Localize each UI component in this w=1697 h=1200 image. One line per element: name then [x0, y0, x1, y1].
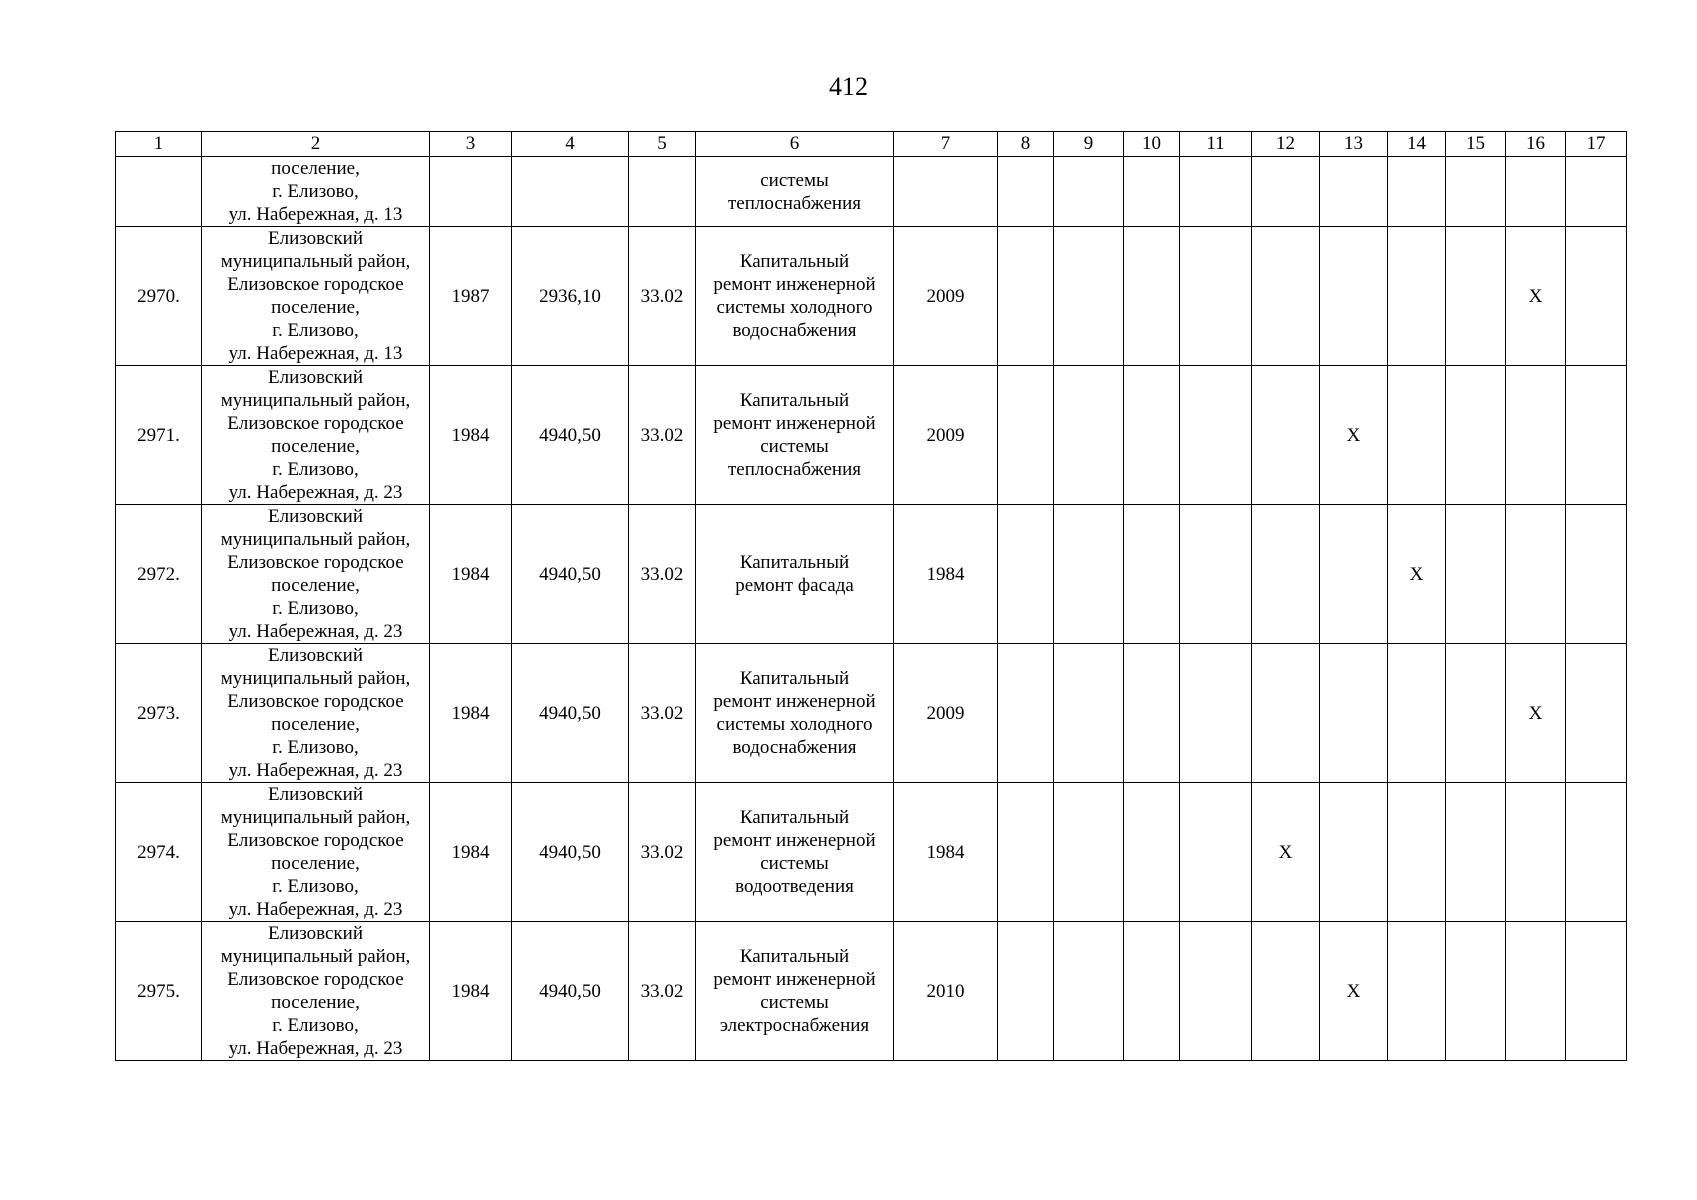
mark-cell-col-15: [1446, 783, 1506, 922]
mark-cell-col-15: [1446, 157, 1506, 227]
column-header-17: 17: [1566, 132, 1627, 157]
mark-cell-col-15: [1446, 366, 1506, 505]
column-header-15: 15: [1446, 132, 1506, 157]
column-header-1: 1: [116, 132, 202, 157]
mark-cell-col-8: [998, 644, 1054, 783]
table-row: [116, 783, 1627, 922]
mark-cell-col-16: [1506, 505, 1566, 644]
address-cell: Елизовский муниципальный район, Елизовское городское поселение, г. Елизово, ул. Набережная, д. 23: [202, 644, 430, 783]
mark-cell-col-17: [1566, 922, 1627, 1061]
address-cell: Елизовский муниципальный район, Елизовское городское поселение, г. Елизово, ул. Набережная, д. 23: [202, 505, 430, 644]
mark-cell-col-11: [1180, 366, 1252, 505]
mark-cell-col-11: [1180, 644, 1252, 783]
column-header-2: 2: [202, 132, 430, 157]
mark-cell-col-16: [1506, 157, 1566, 227]
column-header-10: 10: [1124, 132, 1180, 157]
build-year-cell: [430, 157, 512, 227]
column-header-7: 7: [894, 132, 998, 157]
address-cell: Елизовский муниципальный район, Елизовское городское поселение, г. Елизово, ул. Набережная, д. 23: [202, 783, 430, 922]
build-year-cell: 1984: [430, 783, 512, 922]
mark-cell-col-8: [998, 505, 1054, 644]
work-type-cell: Капитальный ремонт инженерной системы холодного водоснабжения: [696, 227, 894, 366]
build-year-cell: 1984: [430, 644, 512, 783]
table-row: [116, 922, 1627, 1061]
area-cell: 4940,50: [512, 505, 629, 644]
column-header-12: 12: [1252, 132, 1320, 157]
mark-cell-col-8: [998, 157, 1054, 227]
code-cell: 33.02: [629, 227, 696, 366]
work-year-cell: 2009: [894, 644, 998, 783]
mark-cell-col-16: X: [1506, 644, 1566, 783]
mark-cell-col-13: X: [1320, 922, 1388, 1061]
mark-cell-col-9: [1054, 227, 1124, 366]
column-header-6: 6: [696, 132, 894, 157]
mark-cell-col-14: [1388, 366, 1446, 505]
mark-cell-col-13: [1320, 505, 1388, 644]
work-type-cell: Капитальный ремонт инженерной системы теплоснабжения: [696, 366, 894, 505]
table-row: [116, 227, 1627, 366]
area-cell: 4940,50: [512, 366, 629, 505]
mark-cell-col-12: [1252, 227, 1320, 366]
table-row: [116, 644, 1627, 783]
work-year-cell: 1984: [894, 505, 998, 644]
mark-cell-col-13: [1320, 227, 1388, 366]
address-cell: Елизовский муниципальный район, Елизовское городское поселение, г. Елизово, ул. Набережная, д. 23: [202, 366, 430, 505]
code-cell: 33.02: [629, 922, 696, 1061]
work-year-cell: 2009: [894, 366, 998, 505]
area-cell: [512, 157, 629, 227]
build-year-cell: 1984: [430, 505, 512, 644]
code-cell: [629, 157, 696, 227]
mark-cell-col-8: [998, 922, 1054, 1061]
mark-cell-col-10: [1124, 505, 1180, 644]
mark-cell-col-9: [1054, 644, 1124, 783]
mark-cell-col-9: [1054, 783, 1124, 922]
mark-cell-col-9: [1054, 505, 1124, 644]
build-year-cell: 1984: [430, 366, 512, 505]
code-cell: 33.02: [629, 505, 696, 644]
mark-cell-col-11: [1180, 922, 1252, 1061]
row-number-cell: 2972.: [116, 505, 202, 644]
row-number-cell: 2971.: [116, 366, 202, 505]
mark-cell-col-14: [1388, 157, 1446, 227]
build-year-cell: 1984: [430, 922, 512, 1061]
mark-cell-col-9: [1054, 157, 1124, 227]
table-row: [116, 157, 1627, 227]
mark-cell-col-12: [1252, 157, 1320, 227]
mark-cell-col-10: [1124, 227, 1180, 366]
column-header-16: 16: [1506, 132, 1566, 157]
mark-cell-col-12: [1252, 505, 1320, 644]
work-year-cell: [894, 157, 998, 227]
code-cell: 33.02: [629, 644, 696, 783]
mark-cell-col-16: X: [1506, 227, 1566, 366]
build-year-cell: 1987: [430, 227, 512, 366]
mark-cell-col-10: [1124, 922, 1180, 1061]
area-cell: 4940,50: [512, 644, 629, 783]
column-header-4: 4: [512, 132, 629, 157]
mark-cell-col-10: [1124, 644, 1180, 783]
mark-cell-col-16: [1506, 922, 1566, 1061]
mark-cell-col-15: [1446, 227, 1506, 366]
column-header-3: 3: [430, 132, 512, 157]
mark-cell-col-17: [1566, 157, 1627, 227]
mark-cell-col-10: [1124, 366, 1180, 505]
address-cell: поселение, г. Елизово, ул. Набережная, д. 13: [202, 157, 430, 227]
address-cell: Елизовский муниципальный район, Елизовское городское поселение, г. Елизово, ул. Набережная, д. 23: [202, 922, 430, 1061]
mark-cell-col-17: [1566, 366, 1627, 505]
mark-cell-col-14: [1388, 783, 1446, 922]
row-number-cell: 2974.: [116, 783, 202, 922]
work-type-cell: Капитальный ремонт фасада: [696, 505, 894, 644]
mark-cell-col-13: [1320, 644, 1388, 783]
mark-cell-col-11: [1180, 227, 1252, 366]
mark-cell-col-8: [998, 227, 1054, 366]
mark-cell-col-12: [1252, 644, 1320, 783]
area-cell: 4940,50: [512, 783, 629, 922]
column-header-13: 13: [1320, 132, 1388, 157]
column-header-9: 9: [1054, 132, 1124, 157]
table-row: [116, 505, 1627, 644]
mark-cell-col-16: [1506, 783, 1566, 922]
mark-cell-col-8: [998, 783, 1054, 922]
document-table: [115, 131, 1627, 1061]
table-row: [116, 366, 1627, 505]
mark-cell-col-17: [1566, 644, 1627, 783]
mark-cell-col-14: [1388, 227, 1446, 366]
column-header-8: 8: [998, 132, 1054, 157]
mark-cell-col-9: [1054, 366, 1124, 505]
column-header-14: 14: [1388, 132, 1446, 157]
mark-cell-col-14: [1388, 644, 1446, 783]
area-cell: 2936,10: [512, 227, 629, 366]
mark-cell-col-17: [1566, 505, 1627, 644]
mark-cell-col-17: [1566, 783, 1627, 922]
mark-cell-col-15: [1446, 922, 1506, 1061]
code-cell: 33.02: [629, 366, 696, 505]
address-cell: Елизовский муниципальный район, Елизовское городское поселение, г. Елизово, ул. Набережная, д. 13: [202, 227, 430, 366]
mark-cell-col-12: X: [1252, 783, 1320, 922]
work-year-cell: 2009: [894, 227, 998, 366]
mark-cell-col-11: [1180, 783, 1252, 922]
mark-cell-col-8: [998, 366, 1054, 505]
mark-cell-col-13: X: [1320, 366, 1388, 505]
page-number: 412: [829, 72, 868, 101]
mark-cell-col-9: [1054, 922, 1124, 1061]
column-header-11: 11: [1180, 132, 1252, 157]
mark-cell-col-14: [1388, 922, 1446, 1061]
work-type-cell: системы теплоснабжения: [696, 157, 894, 227]
row-number-cell: 2973.: [116, 644, 202, 783]
mark-cell-col-13: [1320, 157, 1388, 227]
mark-cell-col-14: X: [1388, 505, 1446, 644]
work-type-cell: Капитальный ремонт инженерной системы электроснабжения: [696, 922, 894, 1061]
row-number-cell: [116, 157, 202, 227]
row-number-cell: 2970.: [116, 227, 202, 366]
mark-cell-col-15: [1446, 505, 1506, 644]
mark-cell-col-12: [1252, 366, 1320, 505]
mark-cell-col-16: [1506, 366, 1566, 505]
column-header-5: 5: [629, 132, 696, 157]
mark-cell-col-11: [1180, 505, 1252, 644]
mark-cell-col-10: [1124, 157, 1180, 227]
table-header-row: [116, 132, 1627, 157]
mark-cell-col-11: [1180, 157, 1252, 227]
mark-cell-col-17: [1566, 227, 1627, 366]
mark-cell-col-12: [1252, 922, 1320, 1061]
table-body: [116, 157, 1627, 1061]
mark-cell-col-10: [1124, 783, 1180, 922]
row-number-cell: 2975.: [116, 922, 202, 1061]
work-year-cell: 1984: [894, 783, 998, 922]
work-type-cell: Капитальный ремонт инженерной системы водоотведения: [696, 783, 894, 922]
mark-cell-col-13: [1320, 783, 1388, 922]
mark-cell-col-15: [1446, 644, 1506, 783]
work-year-cell: 2010: [894, 922, 998, 1061]
work-type-cell: Капитальный ремонт инженерной системы холодного водоснабжения: [696, 644, 894, 783]
code-cell: 33.02: [629, 783, 696, 922]
area-cell: 4940,50: [512, 922, 629, 1061]
